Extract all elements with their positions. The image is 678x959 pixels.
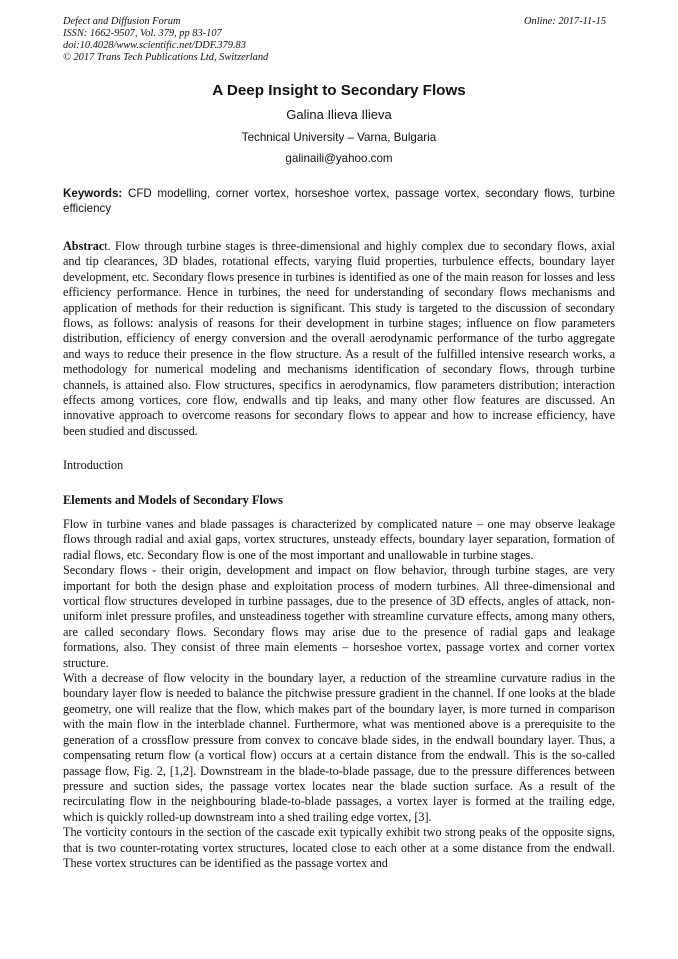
online-date: Online: 2017-11-15: [524, 16, 607, 27]
keywords-text: CFD modelling, corner vortex, horseshoe vortex, passage vortex, secondary flows, turbine efficiency: [63, 187, 615, 215]
paragraph: With a decrease of flow velocity in the boundary layer, a reduction of the streamline curvature radius in the boundary layer flow is needed to balance the pitchwise pressure gradient in the channel. If one looks at the blade geometry, one will realize that the flow, which makes part of the boundary layer, is more turned in comparison with the main flow in the interblade channel. Furthermore, what was mentioned above is a prerequisite to the generation of a crossflow pressure from convex to concave blade sides, in the endwall boundary layer. Thus, a compensating return flow (a vortical flow) occurs at a certain distance from the endwall. This is the so-called passage flow, Fig. 2, [1,2]. Downstream in the blade-to-blade passage, due to the pressure differences between pressure and suction sides, the passage vortex locates near the blade suction surface. As a result of the recirculating flow in the neighbouring blade-to-blade passages, a vortex layer is formed at the trailing edge, which is quickly rolled-up downstream into a shed trailing edge vortex, [3].: [63, 671, 615, 824]
section-heading: Elements and Models of Secondary Flows: [63, 493, 283, 507]
journal-name: Defect and Diffusion Forum: [63, 16, 181, 27]
author-email[interactable]: galinaili@yahoo.com: [285, 152, 393, 165]
copyright-line: © 2017 Trans Tech Publications Ltd, Switzerland: [63, 52, 269, 63]
journal-header: [63, 16, 268, 64]
introduction-label: Introduction: [63, 458, 124, 472]
paragraph: Secondary flows - their origin, development and impact on flow behavior, through turbine stages, are very important for both the design phase and exploitation process of modern turbines. All three-dimensional and vortical flow structures developed in turbine passages, due to the presence of 3D effects, angles of attack, non-uniform inlet pressure profiles, and unsteadiness together with streamline curvature effects, among many others, are called secondary flows. Secondary flows may arise due to the presence of radial gaps and leakage formations, also. They consist of three main elements – horseshoe vortex, passage vortex and corner vortex structure.: [63, 563, 615, 670]
keywords-label: Keywords:: [63, 187, 123, 200]
affiliation: Technical University – Varna, Bulgaria: [241, 131, 437, 144]
doi-line: doi:10.4028/www.scientific.net/DDF.379.83: [63, 40, 246, 51]
keywords-block: [63, 186, 615, 216]
paper-title: A Deep Insight to Secondary Flows: [212, 82, 466, 99]
abstract-text: t. Flow through turbine stages is three-dimensional and highly complex due to secondary flows, axial and tip clearances, 3D blades, rotational effects, varying fluid properties, turbulence effects, boundary layer development, etc. Secondary flows presence in turbines is identified as one of the main reason for losses and less efficiency performance. Hence in turbines, the need for understanding of secondary flows mechanisms and application of methods for their reduction is significant. This study is targeted to the discussion of secondary flows, as follows: analysis of reasons for their development in turbine stages; influence on flow parameters distribution, efficiency of energy conversion and the overall aerodynamic performance of the turbo aggregate and ways to reduce their presence in the flow structure. As a result of the fulfilled intensive research works, a methodology for numerical modeling and mechanisms identification of secondary flows, through turbine channels, is attained also. Flow structures, specifics in aerodynamics, flow parameters distribution; interaction effects among vortices, core flow, endwalls and tip leaks, and many other flow features are discussed. An innovative approach to overcome reasons for secondary flows to appear and how to increase efficiency, have been studied and discussed.: [63, 239, 615, 438]
section-body: [63, 517, 615, 871]
paragraph: Flow in turbine vanes and blade passages is characterized by complicated nature – one may observe leakage flows through radial and axial gaps, vortex structures, unsteady effects, boundary layer separation, formation of radial flows, etc. Secondary flow is one of the most important and unallowable in turbine stages.: [63, 517, 615, 562]
issn-line: ISSN: 1662-9507, Vol. 379, pp 83-107: [63, 28, 222, 39]
abstract-block: [63, 239, 615, 439]
paragraph: The vorticity contours in the section of the cascade exit typically exhibit two strong peaks of the opposite signs, that is two counter-rotating vortex structures, located close to each other at a some distance from the endwall. These vortex structures can be identified as the passage vortex and: [63, 825, 615, 870]
abstract-label: Abstrac: [63, 239, 105, 253]
author-name: Galina Ilieva Ilieva: [286, 107, 392, 122]
